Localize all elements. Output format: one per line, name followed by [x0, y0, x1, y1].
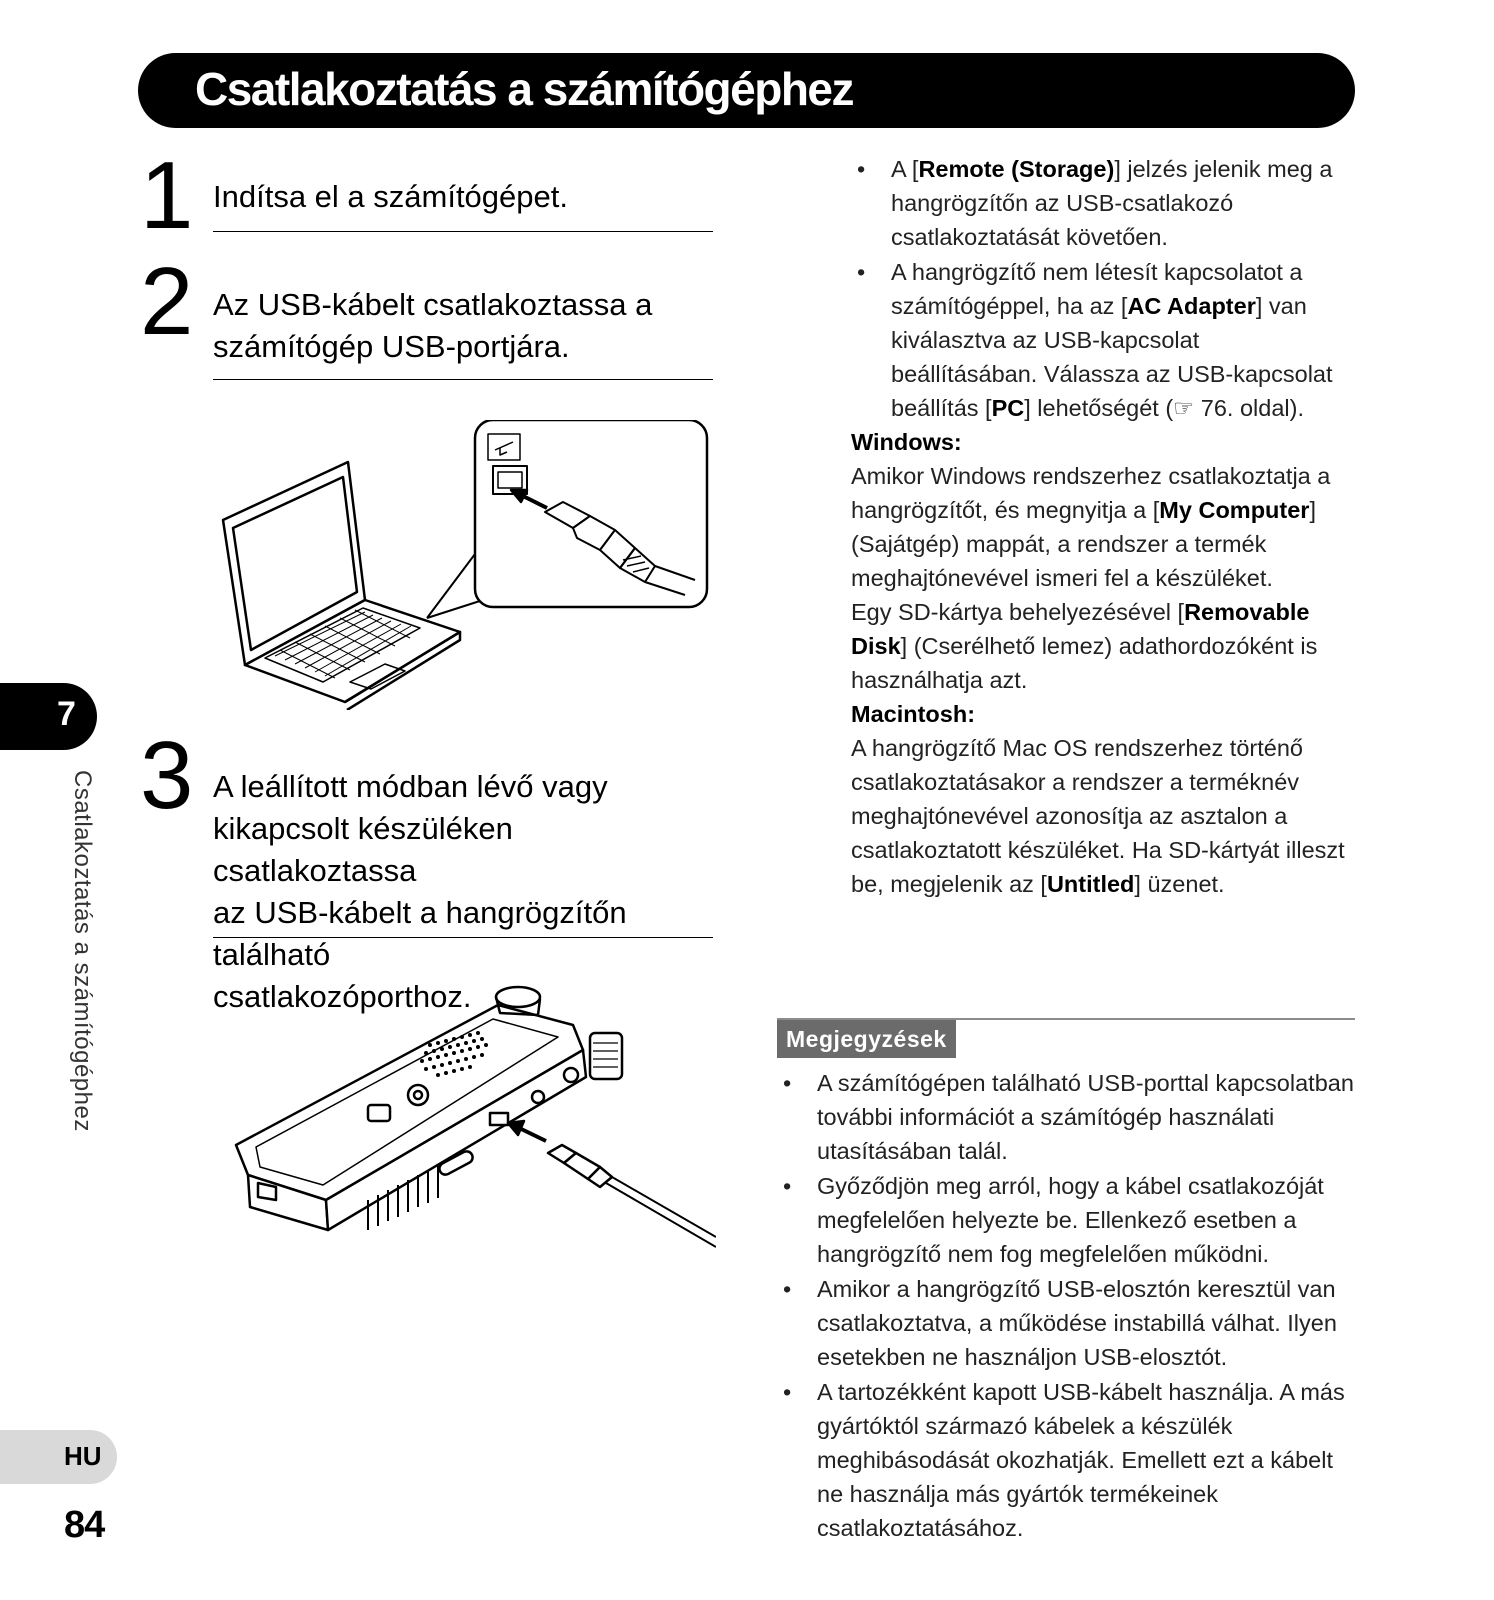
step-1-divider [213, 231, 713, 232]
list-item: • Győződjön meg arról, hogy a kábel csatlakozóját megfelelően helyezte be. Ellenkező esetben a hangrögzítő nem fog megfelelően működni. [777, 1169, 1355, 1271]
language-code: HU [64, 1441, 102, 1471]
laptop-illustration [215, 420, 715, 710]
step-2-line: Az USB-kábelt csatlakoztassa a [213, 287, 653, 322]
step-3-line: az USB-kábelt a hangrögzítőn található [213, 895, 627, 972]
mac-paragraph: A hangrögzítő Mac OS rendszerhez történő csatlakoztatásakor a rendszer a terméknév meghajtónevével azonosítja az asztalon a csatlakoztatott készüléket. Ha SD-kártyát illeszt be, megjelenik az [Untitled] üzenet. [851, 735, 1345, 897]
step-1-number: 1 [140, 142, 194, 249]
list-item: • A [Remote (Storage)] jelzés jelenik meg a hangrögzítőn az USB-csatlakozó csatlakoztatását követően. [851, 152, 1351, 254]
notes-heading: Megjegyzések [777, 1020, 956, 1058]
list-item: • A számítógépen található USB-porttal kapcsolatban további információt a számítógép használati utasításában talál. [777, 1066, 1355, 1168]
page-number: 84 [64, 1504, 105, 1546]
step-3-line: A leállított módban lévő vagy [213, 769, 608, 804]
step-2-line: számítógép USB-portjára. [213, 329, 570, 364]
list-item: • A tartozékként kapott USB-kábelt használja. A más gyártóktól származó kábelek a készülék meghibásodását okozhatják. Emellett ezt a kábelt ne használja más gyártók termékeinek csatlakoztatásához. [777, 1375, 1355, 1545]
title-bar [138, 53, 1355, 128]
step-3-number: 3 [140, 722, 194, 829]
step-2-divider [213, 379, 713, 380]
step-2-text [213, 284, 713, 368]
list-item: • A hangrögzítő nem létesít kapcsolatot a számítógéppel, ha az [AC Adapter] van kiválasztva az USB-kapcsolat beállításában. Válassza az USB-kapcsolat beállítás [PC] lehetőségét (☞ 76. oldal). [851, 255, 1351, 425]
step-2-number: 2 [140, 248, 194, 355]
language-tab [0, 1430, 117, 1484]
list-item: • Amikor a hangrögzítő USB-elosztón keresztül van csatlakoztatva, a működése instabillá válhat. Ilyen esetekben ne használjon USB-elosztót. [777, 1272, 1355, 1374]
step-3-divider [213, 937, 713, 938]
right-column [851, 152, 1351, 901]
step-3-line: csatlakozóporthoz. [213, 979, 472, 1014]
chapter-tab [0, 683, 97, 750]
windows-heading: Windows: [851, 429, 962, 455]
chapter-number: 7 [57, 695, 76, 733]
page-title: Csatlakoztatás a számítógéphez [195, 63, 854, 115]
mac-heading: Macintosh: [851, 701, 976, 727]
step-3-line: kikapcsolt készüléken csatlakoztassa [213, 811, 513, 888]
step-1-text: Indítsa el a számítógépet. [213, 179, 568, 214]
notes-list [777, 1066, 1355, 1546]
chapter-title-vertical: Csatlakoztatás a számítógéphez [69, 770, 96, 1132]
step-3-text [213, 766, 713, 1018]
voice-recorder-illustration [228, 985, 716, 1270]
windows-paragraph: Egy SD-kártya behelyezésével [Removable Disk] (Cserélhető lemez) adathordozóként is használhatja azt. [851, 599, 1318, 693]
windows-paragraph: Amikor Windows rendszerhez csatlakoztatja a hangrögzítőt, és megnyitja a [My Computer] (Sajátgép) mappát, a rendszer a termék meghajtónevével ismeri fel a készüléket. [851, 463, 1331, 591]
